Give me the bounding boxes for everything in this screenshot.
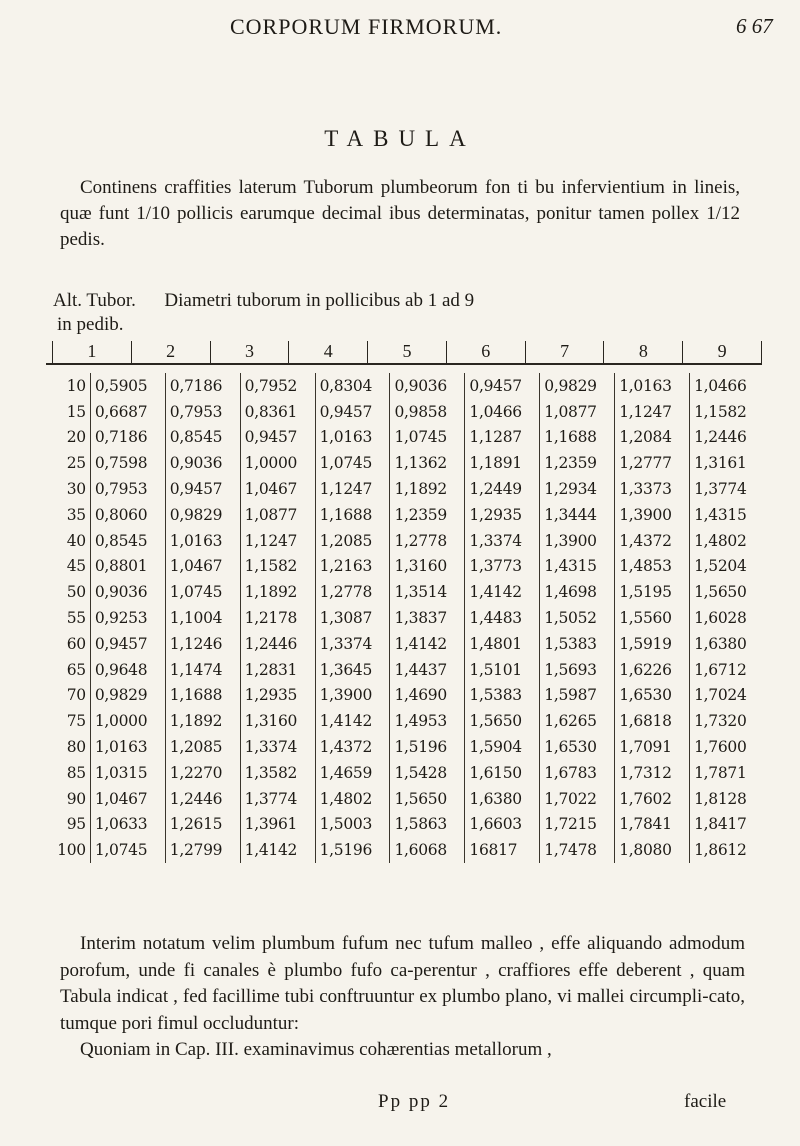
table-cell: 1,3444 <box>540 502 615 528</box>
table-cell: 1,0163 <box>315 425 390 451</box>
table-heading-line1: Alt. Tubor. Diametri tuborum in pollicibus ab 1 ad 9 <box>53 290 475 311</box>
row-altitude: 55 <box>66 609 86 628</box>
intro-paragraph <box>60 175 740 253</box>
table-cell: 1,3087 <box>315 605 390 631</box>
signature-mark: Pp pp 2 <box>378 1091 451 1112</box>
table-cell: 1,0877 <box>240 502 315 528</box>
table-cell: 0,8304 <box>315 373 390 399</box>
table-cell: 1,0633 <box>90 812 165 838</box>
table-cell: 1,1004 <box>165 605 240 631</box>
table-cell: 1,2778 <box>315 579 390 605</box>
table-cell: 1,3774 <box>240 786 315 812</box>
table-cell: 1,7478 <box>540 837 615 863</box>
table-row <box>50 734 764 760</box>
table-cell: 0,9829 <box>165 502 240 528</box>
table-cell: 0,8361 <box>240 399 315 425</box>
table-cell: 0,9457 <box>315 399 390 425</box>
table-row <box>50 605 764 631</box>
column-header: 3 <box>210 341 289 363</box>
table-title: TABULA <box>324 126 476 151</box>
table-cell: 1,5650 <box>465 708 540 734</box>
table-cell: 1,4953 <box>390 708 465 734</box>
table-cell: 0,9829 <box>90 683 165 709</box>
table-cell: 1,6818 <box>615 708 690 734</box>
table-cell: 1,6380 <box>465 786 540 812</box>
table-cell: 0,9457 <box>240 425 315 451</box>
table-cell: 1,2935 <box>465 502 540 528</box>
table-cell: 1,2449 <box>465 476 540 502</box>
table-cell: 1,6265 <box>540 708 615 734</box>
table-row <box>50 657 764 683</box>
column-header: 1 <box>52 341 131 363</box>
table-cell: 1,5196 <box>315 837 390 863</box>
table-cell: 0,7598 <box>90 450 165 476</box>
table-cell: 1,4315 <box>690 502 764 528</box>
table-row <box>50 708 764 734</box>
catchword: facile <box>684 1091 727 1112</box>
table-cell: 1,4853 <box>615 554 690 580</box>
table-cell: 1,1582 <box>690 399 764 425</box>
table-cell: 0,8545 <box>90 528 165 554</box>
table-cell: 0,9858 <box>390 399 465 425</box>
table-cell: 1,0163 <box>615 373 690 399</box>
column-header: 4 <box>288 341 367 363</box>
table-cell: 1,1892 <box>165 708 240 734</box>
table-row <box>50 476 764 502</box>
table-cell: 1,2085 <box>315 528 390 554</box>
table-row <box>50 683 764 709</box>
table-cell: 1,3373 <box>615 476 690 502</box>
table-cell: 1,5919 <box>615 631 690 657</box>
table-cell: 1,2799 <box>165 837 240 863</box>
table-cell: 1,3645 <box>315 657 390 683</box>
table-heading <box>53 289 753 337</box>
column-header: 5 <box>367 341 446 363</box>
table-cell: 1,6028 <box>690 605 764 631</box>
table-cell: 1,3900 <box>540 528 615 554</box>
table-cell: 0,9036 <box>390 373 465 399</box>
table-cell: 1,0467 <box>240 476 315 502</box>
table-row <box>50 528 764 554</box>
table-cell: 1,2446 <box>690 425 764 451</box>
table-cell: 1,3900 <box>615 502 690 528</box>
table-cell: 1,2446 <box>240 631 315 657</box>
row-altitude: 15 <box>66 402 86 421</box>
row-altitude: 65 <box>66 660 86 679</box>
table-cell: 0,7952 <box>240 373 315 399</box>
table-cell: 1,1688 <box>315 502 390 528</box>
table-row <box>50 399 764 425</box>
data-table <box>50 373 764 863</box>
table-cell: 0,9457 <box>165 476 240 502</box>
row-altitude: 10 <box>66 376 86 395</box>
table-cell: 1,0163 <box>165 528 240 554</box>
table-cell: 1,4142 <box>315 708 390 734</box>
table-cell: 1,3374 <box>315 631 390 657</box>
table-cell: 0,9457 <box>465 373 540 399</box>
table-cell: 1,1247 <box>315 476 390 502</box>
table-row <box>50 837 764 863</box>
row-altitude: 85 <box>66 763 86 782</box>
table-cell: 1,4142 <box>240 837 315 863</box>
row-altitude: 95 <box>66 815 86 834</box>
page-footer <box>0 1091 800 1121</box>
row-altitude: 70 <box>66 686 86 705</box>
table-cell: 1,2446 <box>165 786 240 812</box>
table-cell: 1,5195 <box>615 579 690 605</box>
running-head <box>0 14 800 54</box>
table-cell: 1,4690 <box>390 683 465 709</box>
table-cell: 0,7953 <box>90 476 165 502</box>
table-cell: 1,3374 <box>465 528 540 554</box>
table-cell: 1,6068 <box>390 837 465 863</box>
table-cell: 1,2359 <box>390 502 465 528</box>
running-title: CORPORUM FIRMORUM. <box>230 14 503 39</box>
table-cell: 1,0745 <box>90 837 165 863</box>
table-cell: 1,1892 <box>240 579 315 605</box>
data-table-body <box>50 373 764 863</box>
table-cell: 1,2615 <box>165 812 240 838</box>
table-cell: 1,0467 <box>165 554 240 580</box>
row-altitude: 60 <box>66 634 86 653</box>
table-cell: 0,8801 <box>90 554 165 580</box>
table-cell: 1,0745 <box>315 450 390 476</box>
table-cell: 1,5383 <box>540 631 615 657</box>
table-cell: 1,8417 <box>690 812 764 838</box>
column-header-row <box>52 341 762 363</box>
table-cell: 1,5428 <box>390 760 465 786</box>
table-cell: 1,0467 <box>90 786 165 812</box>
table-cell: 1,1246 <box>165 631 240 657</box>
row-altitude: 35 <box>66 505 86 524</box>
table-cell: 1,5904 <box>465 734 540 760</box>
table-cell: 1,3837 <box>390 605 465 631</box>
table-cell: 1,1688 <box>540 425 615 451</box>
table-cell: 1,2163 <box>315 554 390 580</box>
table-cell: 1,1688 <box>165 683 240 709</box>
table-cell: 0,9457 <box>90 631 165 657</box>
table-cell: 1,7022 <box>540 786 615 812</box>
table-cell: 1,7841 <box>615 812 690 838</box>
table-cell: 1,0877 <box>540 399 615 425</box>
table-cell: 1,2935 <box>240 683 315 709</box>
table-cell: 1,2178 <box>240 605 315 631</box>
table-cell: 1,2831 <box>240 657 315 683</box>
table-cell: 1,1247 <box>240 528 315 554</box>
table-cell: 16817 <box>465 837 540 863</box>
table-cell: 1,5101 <box>465 657 540 683</box>
table-cell: 1,2359 <box>540 450 615 476</box>
table-cell: 1,1892 <box>390 476 465 502</box>
table-cell: 1,5987 <box>540 683 615 709</box>
table-cell: 1,3961 <box>240 812 315 838</box>
table-row <box>50 502 764 528</box>
row-altitude: 75 <box>66 712 86 731</box>
table-row <box>50 631 764 657</box>
row-altitude: 30 <box>66 480 86 499</box>
table-cell: 0,8060 <box>90 502 165 528</box>
header-rule <box>46 363 762 365</box>
table-cell: 1,2934 <box>540 476 615 502</box>
table-cell: 1,6226 <box>615 657 690 683</box>
table-cell: 1,2270 <box>165 760 240 786</box>
table-cell: 1,3374 <box>240 734 315 760</box>
table-cell: 1,1362 <box>390 450 465 476</box>
table-cell: 1,5650 <box>690 579 764 605</box>
row-altitude: 90 <box>66 789 86 808</box>
table-cell: 1,3160 <box>240 708 315 734</box>
table-cell: 1,6783 <box>540 760 615 786</box>
table-cell: 1,7600 <box>690 734 764 760</box>
table-cell: 1,3160 <box>390 554 465 580</box>
table-row <box>50 373 764 399</box>
column-header: 9 <box>682 341 762 363</box>
table-cell: 1,7320 <box>690 708 764 734</box>
table-cell: 0,6687 <box>90 399 165 425</box>
table-cell: 1,0466 <box>690 373 764 399</box>
page-number: 6 67 <box>736 14 773 38</box>
table-cell: 1,4372 <box>615 528 690 554</box>
table-row <box>50 579 764 605</box>
table-cell: 1,5204 <box>690 554 764 580</box>
table-row <box>50 760 764 786</box>
table-row <box>50 450 764 476</box>
table-cell: 0,9253 <box>90 605 165 631</box>
table-cell: 1,0745 <box>165 579 240 605</box>
table-cell: 1,2084 <box>615 425 690 451</box>
table-cell: 1,8612 <box>690 837 764 863</box>
table-cell: 1,2778 <box>390 528 465 554</box>
table-cell: 1,4315 <box>540 554 615 580</box>
table-row <box>50 425 764 451</box>
table-cell: 1,4698 <box>540 579 615 605</box>
table-cell: 1,0745 <box>390 425 465 451</box>
table-cell: 1,4801 <box>465 631 540 657</box>
body-text <box>60 931 745 1064</box>
table-cell: 1,4659 <box>315 760 390 786</box>
table-cell: 1,7602 <box>615 786 690 812</box>
column-header: 6 <box>446 341 525 363</box>
table-cell: 1,3773 <box>465 554 540 580</box>
table-cell: 1,6530 <box>540 734 615 760</box>
row-altitude: 20 <box>66 428 86 447</box>
table-cell: 1,6150 <box>465 760 540 786</box>
body-paragraph-2: Quoniam in Cap. III. examinavimus cohærentias metallorum , <box>80 1039 552 1060</box>
table-cell: 1,8080 <box>615 837 690 863</box>
table-cell: 1,1891 <box>465 450 540 476</box>
table-cell: 0,7186 <box>165 373 240 399</box>
table-cell: 0,9648 <box>90 657 165 683</box>
column-header: 2 <box>131 341 210 363</box>
table-cell: 0,9036 <box>165 450 240 476</box>
table-cell: 1,7312 <box>615 760 690 786</box>
table-cell: 0,9829 <box>540 373 615 399</box>
row-altitude: 50 <box>66 583 86 602</box>
table-cell: 1,7091 <box>615 734 690 760</box>
table-cell: 1,6530 <box>615 683 690 709</box>
row-altitude: 40 <box>66 531 86 550</box>
table-cell: 1,3774 <box>690 476 764 502</box>
row-altitude: 25 <box>66 454 86 473</box>
table-cell: 1,0000 <box>90 708 165 734</box>
table-cell: 1,6380 <box>690 631 764 657</box>
table-cell: 1,1247 <box>615 399 690 425</box>
table-cell: 1,5560 <box>615 605 690 631</box>
table-cell: 1,1582 <box>240 554 315 580</box>
body-paragraph: Interim notatum velim plumbum fufum nec tufum malleo , effe aliquando admodum porofum, unde fi canales è plumbo fufo ca-perentur , craffiores effe deberent , quam Tabula indicat , fed facillime tubi conftruuntur ex plumbo plano, vi mallei circumpli-cato, tumque pori fimul occluduntur: <box>60 933 745 1034</box>
table-row <box>50 554 764 580</box>
table-cell: 1,4372 <box>315 734 390 760</box>
row-altitude: 100 <box>57 841 86 860</box>
table-cell: 0,7953 <box>165 399 240 425</box>
table-cell: 1,5052 <box>540 605 615 631</box>
table-cell: 1,4437 <box>390 657 465 683</box>
table-cell: 0,8545 <box>165 425 240 451</box>
table-cell: 1,1474 <box>165 657 240 683</box>
table-cell: 1,3582 <box>240 760 315 786</box>
column-header: 8 <box>603 341 682 363</box>
table-cell: 0,7186 <box>90 425 165 451</box>
table-cell: 1,0466 <box>465 399 540 425</box>
table-cell: 1,4802 <box>690 528 764 554</box>
table-cell: 1,5003 <box>315 812 390 838</box>
table-cell: 1,5196 <box>390 734 465 760</box>
table-cell: 1,2777 <box>615 450 690 476</box>
column-header: 7 <box>525 341 604 363</box>
table-cell: 1,5383 <box>465 683 540 709</box>
table-cell: 1,0163 <box>90 734 165 760</box>
table-row <box>50 786 764 812</box>
intro-text: Continens craffities laterum Tuborum plumbeorum fon ti bu infervientium in lineis, quæ funt 1/10 pollicis earumque decimal ibus determinatas, ponitur tamen pollex 1/12 pedis. <box>60 177 740 250</box>
table-cell: 1,6603 <box>465 812 540 838</box>
table-cell: 1,5693 <box>540 657 615 683</box>
table-cell: 1,5650 <box>390 786 465 812</box>
table-cell: 1,7024 <box>690 683 764 709</box>
table-cell: 1,4142 <box>465 579 540 605</box>
row-altitude: 45 <box>66 557 86 576</box>
table-cell: 1,0315 <box>90 760 165 786</box>
table-cell: 1,4802 <box>315 786 390 812</box>
table-cell: 0,5905 <box>90 373 165 399</box>
table-cell: 1,1287 <box>465 425 540 451</box>
table-cell: 1,4483 <box>465 605 540 631</box>
table-cell: 1,8128 <box>690 786 764 812</box>
table-cell: 1,6712 <box>690 657 764 683</box>
table-row <box>50 812 764 838</box>
table-cell: 1,5863 <box>390 812 465 838</box>
table-cell: 1,4142 <box>390 631 465 657</box>
table-heading-line2: in pedib. <box>57 314 124 335</box>
table-cell: 0,9036 <box>90 579 165 605</box>
table-cell: 1,2085 <box>165 734 240 760</box>
row-altitude: 80 <box>66 738 86 757</box>
table-cell: 1,0000 <box>240 450 315 476</box>
table-cell: 1,7871 <box>690 760 764 786</box>
table-cell: 1,3514 <box>390 579 465 605</box>
table-cell: 1,3161 <box>690 450 764 476</box>
table-cell: 1,3900 <box>315 683 390 709</box>
table-cell: 1,7215 <box>540 812 615 838</box>
